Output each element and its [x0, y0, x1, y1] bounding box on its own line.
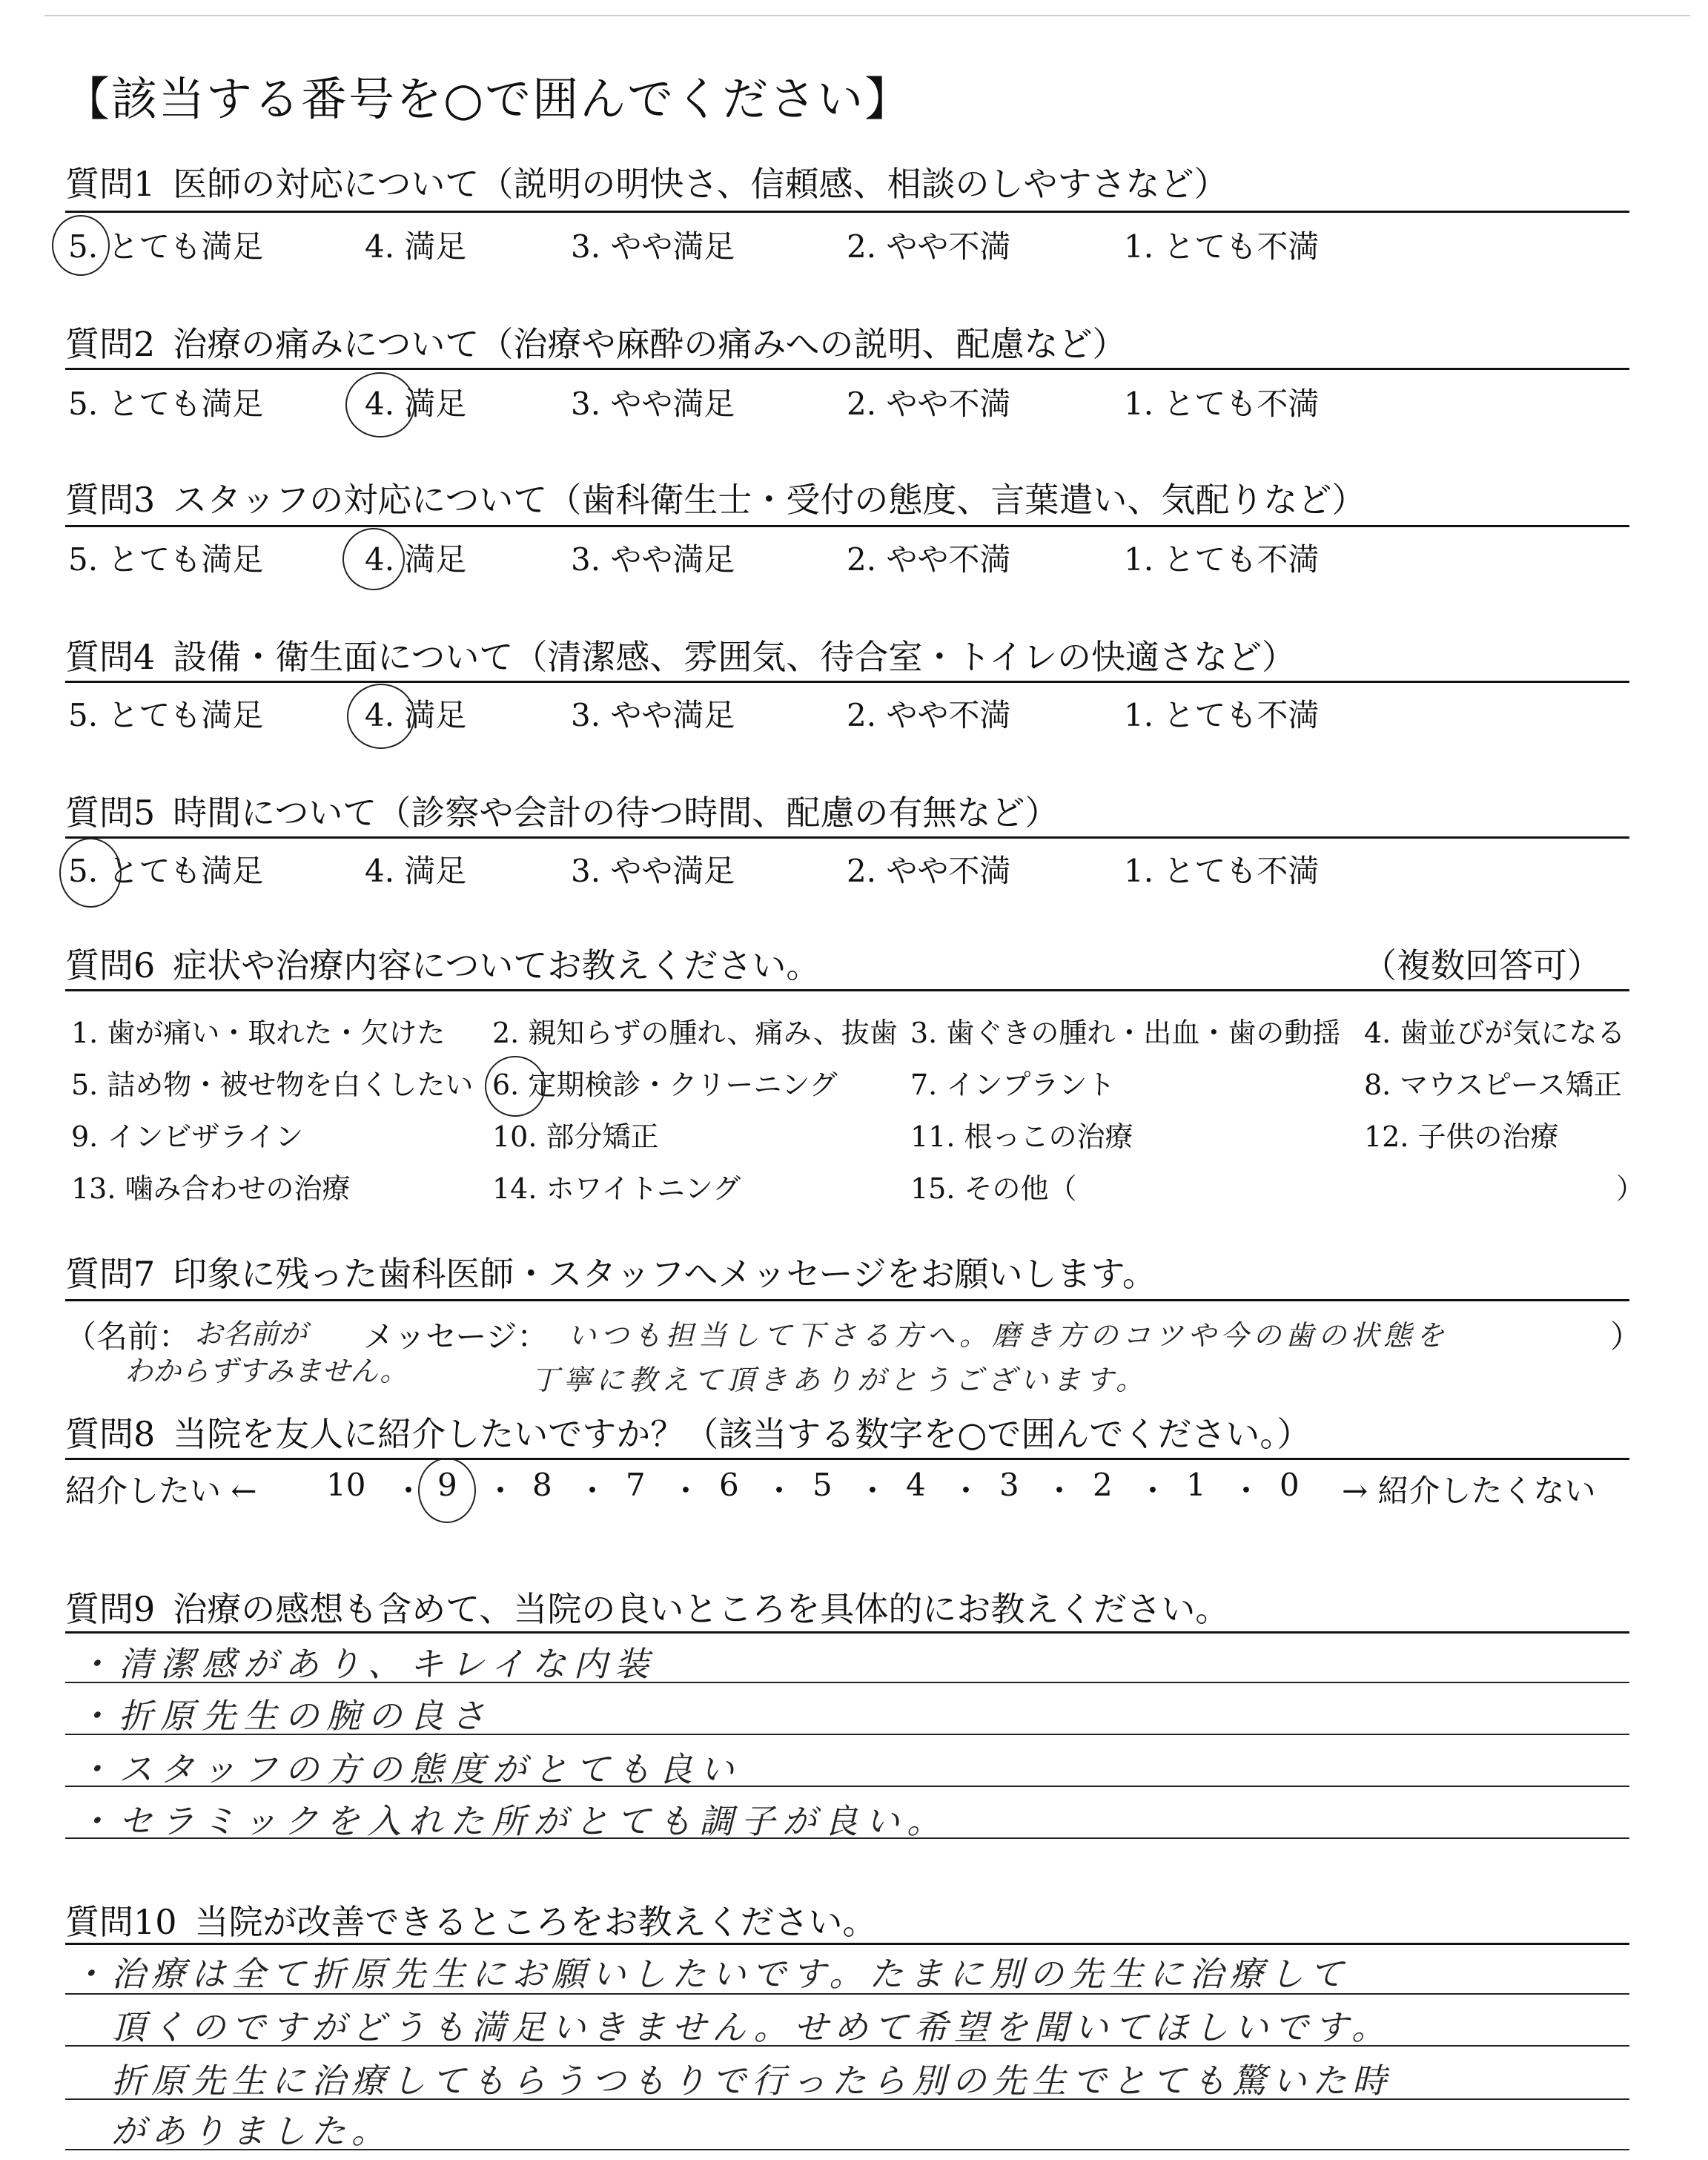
answer-line	[65, 1786, 1629, 1787]
q6-multiple-note: （複数回答可）	[1363, 945, 1601, 985]
scale-dot: ・	[857, 1473, 889, 1509]
scale-dot: ・	[670, 1473, 702, 1509]
question-3-rule	[65, 525, 1629, 527]
answer-line	[65, 2098, 1629, 2100]
question-5-title	[65, 786, 1059, 835]
q8-scale-10[interactable]: 10	[326, 1467, 366, 1503]
question-number: 質問10	[65, 1902, 177, 1942]
question-number: 質問2	[65, 324, 156, 364]
question-text: 当院を友人に紹介したいですか？（該当する数字を○で囲んでください。）	[173, 1414, 1311, 1454]
q2-option-3[interactable]: 3. やや満足	[571, 386, 735, 422]
question-number: 質問3	[65, 480, 156, 520]
question-9-title	[65, 1582, 1229, 1631]
q8-scale-4[interactable]: 4	[906, 1467, 926, 1503]
question-8-rule	[65, 1458, 1629, 1460]
scale-dot: ・	[1044, 1473, 1076, 1509]
question-7-rule	[65, 1299, 1629, 1301]
q6-option-4[interactable]: 4. 歯並びが気になる	[1364, 1017, 1626, 1049]
q2-option-2[interactable]: 2. やや不満	[847, 386, 1011, 422]
question-text: 印象に残った歯科医師・スタッフへメッセージをお願いします。	[173, 1254, 1156, 1294]
q8-scale-5[interactable]: 5	[812, 1467, 833, 1503]
q7-name-label: （名前：	[65, 1318, 191, 1355]
q4-option-3[interactable]: 3. やや満足	[571, 697, 735, 733]
q5-option-3[interactable]: 3. やや満足	[571, 853, 735, 889]
q3-option-1[interactable]: 1. とても不満	[1124, 541, 1320, 578]
q9-answer-4: ・セラミックを入れた所がとても調子が良い。	[77, 1801, 949, 1841]
q3-option-5[interactable]: 5. とても満足	[68, 541, 264, 578]
q8-scale-8[interactable]: 8	[532, 1467, 552, 1503]
q1-option-1[interactable]: 1. とても不満	[1124, 228, 1320, 265]
question-4-rule	[65, 681, 1629, 683]
answer-line	[65, 1993, 1629, 1995]
q8-scale-1[interactable]: 1	[1186, 1467, 1206, 1503]
scale-dot: ・	[1137, 1473, 1169, 1509]
question-number: 質問6	[65, 945, 156, 985]
q7-message-handwriting-1: いつも担当して下さる方へ。磨き方のコツや今の歯の状態を	[568, 1319, 1449, 1352]
question-number: 質問5	[65, 793, 156, 833]
q7-message-label: メッセージ：	[363, 1318, 549, 1355]
q1-option-5[interactable]: 5. とても満足	[68, 228, 264, 265]
question-6-title	[65, 939, 820, 988]
q6-other-close: ）	[1616, 1172, 1645, 1205]
scale-dot: ・	[485, 1473, 517, 1509]
question-3-title	[65, 473, 1366, 522]
q1-option-2[interactable]: 2. やや不満	[847, 228, 1011, 265]
question-text: 治療の痛みについて（治療や麻酔の痛みへの説明、配慮など）	[173, 324, 1127, 364]
q8-scale-0[interactable]: 0	[1280, 1467, 1300, 1503]
q8-scale-2[interactable]: 2	[1093, 1467, 1113, 1503]
question-8-title	[65, 1407, 1311, 1456]
question-number: 質問9	[65, 1589, 156, 1629]
answer-line	[65, 2149, 1629, 2150]
q8-right-label: → 紹介したくない	[1342, 1473, 1596, 1509]
question-text: スタッフの対応について（歯科衛生士・受付の態度、言葉遣い、気配りなど）	[173, 480, 1366, 520]
question-number: 質問4	[65, 637, 156, 677]
question-5-rule	[65, 836, 1629, 839]
question-2-rule	[65, 368, 1629, 370]
q10-answer-1: ・治療は全て折原先生にお願いしたいです。たまに別の先生に治療して	[71, 1954, 1350, 1994]
answer-line	[65, 1682, 1629, 1683]
q6-option-7[interactable]: 7. インプラント	[910, 1069, 1116, 1101]
question-text: 医師の対応について（説明の明快さ、信頼感、相談のしやすさなど）	[173, 164, 1228, 204]
question-number: 質問7	[65, 1254, 156, 1294]
page-title: 【該当する番号を○で囲んでください】	[64, 72, 913, 126]
q8-left-label: 紹介したい ←	[65, 1473, 257, 1509]
answer-line	[65, 1734, 1629, 1735]
q1-option-3[interactable]: 3. やや満足	[571, 228, 735, 265]
q6-option-2[interactable]: 2. 親知らずの腫れ、痛み、抜歯	[492, 1017, 898, 1049]
q6-option-13[interactable]: 13. 噛み合わせの治療	[71, 1172, 351, 1205]
q5-option-1[interactable]: 1. とても不満	[1124, 853, 1320, 889]
q5-option-5[interactable]: 5. とても満足	[68, 853, 264, 889]
scale-dot: ・	[764, 1473, 795, 1509]
question-text: 治療の感想も含めて、当院の良いところを具体的にお教えください。	[173, 1589, 1230, 1629]
q4-option-1[interactable]: 1. とても不満	[1124, 697, 1320, 733]
question-9-rule	[65, 1631, 1629, 1634]
q8-scale-6[interactable]: 6	[719, 1467, 739, 1503]
question-text: 当院が改善できるところをお教えください。	[194, 1902, 877, 1942]
q9-answer-1: ・清潔感があり、キレイな内装	[77, 1644, 657, 1684]
q8-scale-9[interactable]: 9	[437, 1467, 457, 1503]
q6-option-6[interactable]: 6. 定期検診・クリーニング	[492, 1069, 838, 1101]
scale-dot: ・	[1231, 1473, 1262, 1509]
q10-answer-3: 折原先生に治療してもらうつもりで行ったら別の先生でとても驚いた時	[111, 2061, 1392, 2101]
q8-scale-7[interactable]: 7	[626, 1467, 646, 1503]
question-text: 設備・衛生面について（清潔感、雰囲気、待合室・トイレの快適さなど）	[173, 637, 1297, 677]
q10-answer-2: 頂くのですがどうも満足いきません。せめて希望を聞いてほしいです。	[111, 2007, 1392, 2047]
question-7-title	[65, 1247, 1156, 1296]
question-1-rule	[65, 211, 1629, 213]
scale-dot: ・	[577, 1473, 609, 1509]
q3-option-3[interactable]: 3. やや満足	[571, 541, 735, 578]
question-text: 時間について（診察や会計の待つ時間、配慮の有無など）	[173, 793, 1059, 833]
q9-answer-3: ・スタッフの方の態度がとても良い	[77, 1749, 741, 1789]
q6-option-10[interactable]: 10. 部分矯正	[492, 1120, 659, 1153]
q5-option-4[interactable]: 4. 満足	[365, 853, 467, 889]
q5-option-2[interactable]: 2. やや不満	[847, 853, 1011, 889]
q3-option-4[interactable]: 4. 満足	[365, 541, 467, 578]
q6-option-15[interactable]: 15. その他（	[910, 1172, 1077, 1205]
question-number: 質問1	[65, 164, 156, 204]
q1-option-4[interactable]: 4. 満足	[365, 228, 467, 265]
q6-option-3[interactable]: 3. 歯ぐきの腫れ・出血・歯の動揺	[910, 1017, 1341, 1049]
q7-message-handwriting-2: 丁寧に教えて頂きありがとうございます。	[531, 1364, 1148, 1396]
q9-answer-2: ・折原先生の腕の良さ	[77, 1696, 492, 1736]
q3-option-2[interactable]: 2. やや不満	[847, 541, 1011, 578]
top-divider	[44, 15, 1690, 16]
question-text: 症状や治療内容についてお教えください。	[173, 945, 821, 985]
q7-close-paren: ）	[1610, 1318, 1642, 1355]
q6-option-9[interactable]: 9. インビザライン	[71, 1120, 304, 1153]
q4-option-2[interactable]: 2. やや不満	[847, 697, 1011, 733]
question-10-title	[65, 1895, 877, 1944]
question-number: 質問8	[65, 1414, 156, 1454]
scale-dot: ・	[950, 1473, 982, 1509]
q4-option-4[interactable]: 4. 満足	[365, 697, 467, 733]
q7-name-handwriting-1: お名前が	[194, 1318, 308, 1350]
q6-option-11[interactable]: 11. 根っこの治療	[910, 1120, 1133, 1153]
q6-option-5[interactable]: 5. 詰め物・被せ物を白くしたい	[71, 1069, 474, 1101]
answer-line	[65, 2045, 1629, 2047]
scale-dot: ・	[393, 1473, 425, 1509]
question-6-rule	[65, 989, 1629, 991]
question-10-rule	[65, 1943, 1629, 1945]
q8-scale-3[interactable]: 3	[999, 1467, 1019, 1503]
q6-option-14[interactable]: 14. ホワイトニング	[492, 1172, 741, 1205]
q2-option-1[interactable]: 1. とても不満	[1124, 386, 1320, 422]
q6-option-12[interactable]: 12. 子供の治療	[1364, 1120, 1559, 1153]
question-1-title	[65, 157, 1228, 206]
question-4-title	[65, 630, 1296, 679]
q6-option-8[interactable]: 8. マウスピース矯正	[1364, 1069, 1622, 1101]
q2-option-4[interactable]: 4. 満足	[365, 386, 467, 422]
q7-name-handwriting-2: わからずすみません。	[125, 1355, 408, 1387]
answer-line	[65, 1837, 1629, 1839]
question-2-title	[65, 317, 1126, 366]
q2-option-5[interactable]: 5. とても満足	[68, 386, 264, 422]
q6-option-1[interactable]: 1. 歯が痛い・取れた・欠けた	[71, 1017, 446, 1049]
q4-option-5[interactable]: 5. とても満足	[68, 697, 264, 733]
q10-answer-4: がありました。	[111, 2111, 391, 2151]
